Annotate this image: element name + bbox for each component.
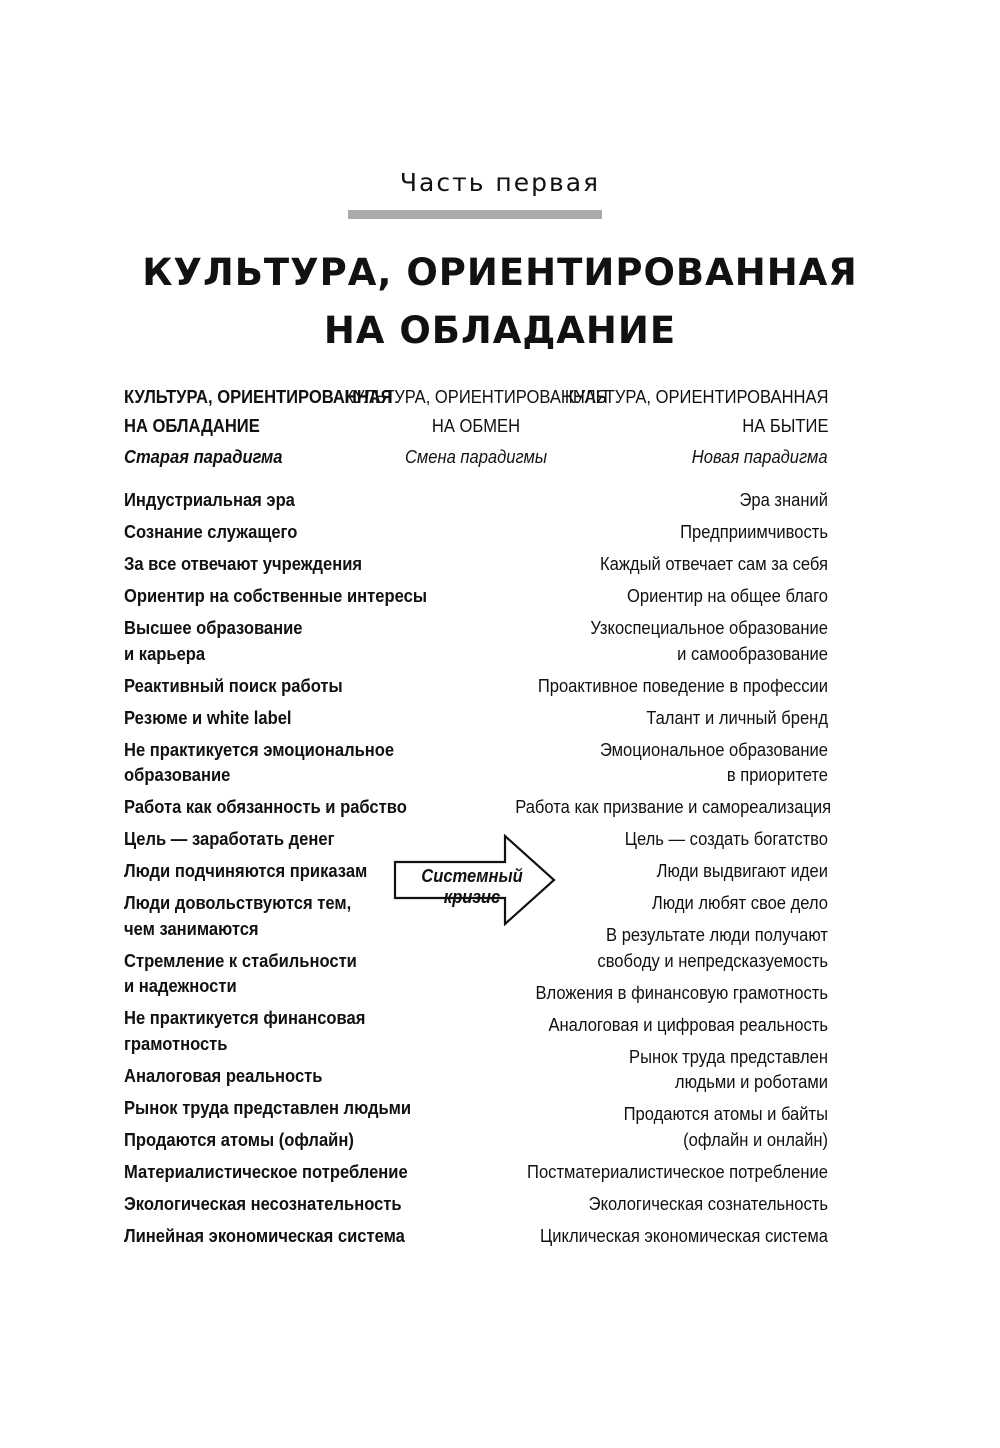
table-row-item [124, 1096, 412, 1122]
table-row-line: Цель — заработать денег [124, 829, 335, 849]
table-row-line: Работа как призвание и самореализация [515, 797, 832, 817]
table-row-item [515, 738, 828, 789]
table-row-item [124, 584, 427, 610]
table-row-item [515, 795, 832, 821]
table-row-line: людьми и роботами [674, 1072, 828, 1092]
table-row-line: Талант и личный бренд [646, 707, 828, 728]
table-row-line: Продаются атомы (офлайн) [124, 1129, 354, 1150]
table-row-item [124, 552, 400, 578]
table-row-line: Индустриальная эра [124, 490, 295, 510]
table-row-item [124, 1128, 400, 1154]
table-row-item [515, 827, 828, 853]
paradigm-shift: Смена парадигмы [404, 447, 548, 467]
table-row-line: Рынок труда представлен [629, 1046, 828, 1067]
table-row-line: Высшее образование [124, 618, 303, 638]
table-row-line: в приоритете [726, 765, 828, 785]
table-row-item [515, 616, 828, 667]
part-title-rule [348, 210, 602, 219]
table-row-item [515, 552, 828, 578]
table-row-line: Резюме и white label [124, 707, 292, 728]
table-row-item [124, 1224, 405, 1250]
table-row-item [515, 584, 828, 610]
table-row-item [124, 1006, 400, 1057]
old-paradigm-list [124, 488, 427, 1256]
table-row-line: Рынок труда представлен людьми [124, 1097, 412, 1118]
table-row-line: и карьера [124, 643, 206, 664]
column-header-line: КУЛЬТУРА, ОРИЕНТИРОВАННАЯ [344, 387, 608, 407]
table-row-item [124, 795, 407, 821]
table-row-item [124, 520, 400, 546]
table-row-line: Эра знаний [739, 490, 828, 510]
table-row-item [124, 706, 400, 732]
table-row-line: В результате люди получают [606, 925, 828, 945]
table-row-item [124, 674, 400, 700]
table-row-line: Предприимчивость [680, 522, 828, 542]
column-header-new [564, 383, 828, 441]
table-row-line: Люди подчиняются приказам [124, 861, 368, 881]
table-row-line: Каждый отвечает сам за себя [599, 554, 828, 574]
table-row-line: Сознание служащего [124, 522, 298, 542]
table-row-line: Не практикуется финансовая [124, 1008, 366, 1028]
part-title: Часть первая [399, 168, 601, 197]
table-row-item [515, 923, 828, 974]
table-row-line: Люди довольствуются тем, [124, 893, 352, 913]
column-header-line: КУЛЬТУРА, ОРИЕНТИРОВАННАЯ [564, 387, 828, 407]
table-row-item [124, 738, 400, 789]
table-row-item [515, 1224, 828, 1250]
table-row-line: Экологическая сознательность [588, 1193, 828, 1214]
column-header-line: НА БЫТИЕ [741, 416, 828, 436]
paradigm-new: Новая парадигма [692, 447, 828, 467]
arrow-label: Системный кризис [421, 866, 523, 907]
table-row-item [124, 616, 400, 667]
column-header-line: КУЛЬТУРА, ОРИЕНТИРОВАННАЯ [124, 387, 393, 407]
table-row-item [515, 859, 828, 885]
table-row-line: За все отвечают учреждения [124, 554, 363, 574]
table-row-line: образование [124, 765, 231, 785]
table-row-item [515, 981, 828, 1007]
table-row-line: свободу и непредсказуемость [597, 950, 828, 971]
paradigm-old: Старая парадигма [124, 447, 283, 467]
table-row-line: Вложения в финансовую грамотность [535, 982, 828, 1003]
table-row-line: грамотность [124, 1033, 228, 1054]
table-row-line: Циклическая экономическая система [540, 1225, 828, 1246]
table-row-line: и самообразование [677, 643, 828, 664]
table-row-item [124, 1064, 400, 1090]
table-row-item [124, 949, 400, 1000]
table-row-line: чем занимаются [124, 918, 259, 939]
table-row-item [515, 1045, 828, 1096]
table-row-line: Эмоциональное образование [599, 739, 828, 760]
table-row-line: и надежности [124, 976, 237, 996]
main-title-line: НА ОБЛАДАНИЕ [323, 309, 677, 352]
table-row-line: Люди выдвигают идеи [656, 861, 828, 881]
table-row-item [124, 891, 400, 942]
table-row-line: Аналоговая и цифровая реальность [548, 1014, 828, 1035]
table-row-line: Цель — создать богатство [624, 829, 828, 849]
table-row-item [124, 1192, 400, 1218]
table-row-line: Стремление к стабильности [124, 950, 357, 971]
table-row-line: (офлайн и онлайн) [683, 1129, 828, 1150]
table-row-item [515, 1160, 828, 1186]
column-header-line: НА ОБЛАДАНИЕ [124, 416, 260, 436]
table-row-line: Продаются атомы и байты [623, 1104, 828, 1124]
table-row-item [124, 859, 400, 885]
table-row-line: Не практикуется эмоциональное [124, 739, 395, 760]
column-header-line: НА ОБМЕН [431, 416, 521, 436]
table-row-line: Работа как обязанность и рабство [124, 797, 407, 817]
table-row-item [124, 1160, 408, 1186]
table-row-item [515, 1102, 828, 1153]
table-row-line: Ориентир на общее благо [627, 586, 828, 606]
table-row-item [515, 488, 828, 514]
table-row-item [515, 520, 828, 546]
table-row-line: Линейная экономическая система [124, 1225, 405, 1246]
table-row-line: Материалистическое потребление [124, 1161, 408, 1182]
table-row-item [515, 674, 828, 700]
table-row-item [515, 706, 828, 732]
table-row-line: Аналоговая реальность [124, 1065, 323, 1086]
main-title [0, 244, 1000, 360]
table-row-line: Люди любят свое дело [651, 893, 828, 913]
table-row-line: Ориентир на собственные интересы [124, 586, 427, 606]
table-row-item [515, 1013, 828, 1039]
table-row-line: Проактивное поведение в профессии [537, 675, 828, 696]
table-row-item [515, 891, 828, 917]
main-title-line: КУЛЬТУРА, ОРИЕНТИРОВАННАЯ [142, 251, 858, 294]
table-row-line: Реактивный поиск работы [124, 675, 343, 696]
table-row-line: Экологическая несознательность [124, 1193, 402, 1214]
table-row-item [124, 488, 400, 514]
table-row-item [515, 1192, 828, 1218]
table-row-item [124, 827, 400, 853]
table-row-line: Узкоспециальное образование [590, 618, 828, 638]
table-row-line: Постматериалистическое потребление [527, 1161, 828, 1182]
